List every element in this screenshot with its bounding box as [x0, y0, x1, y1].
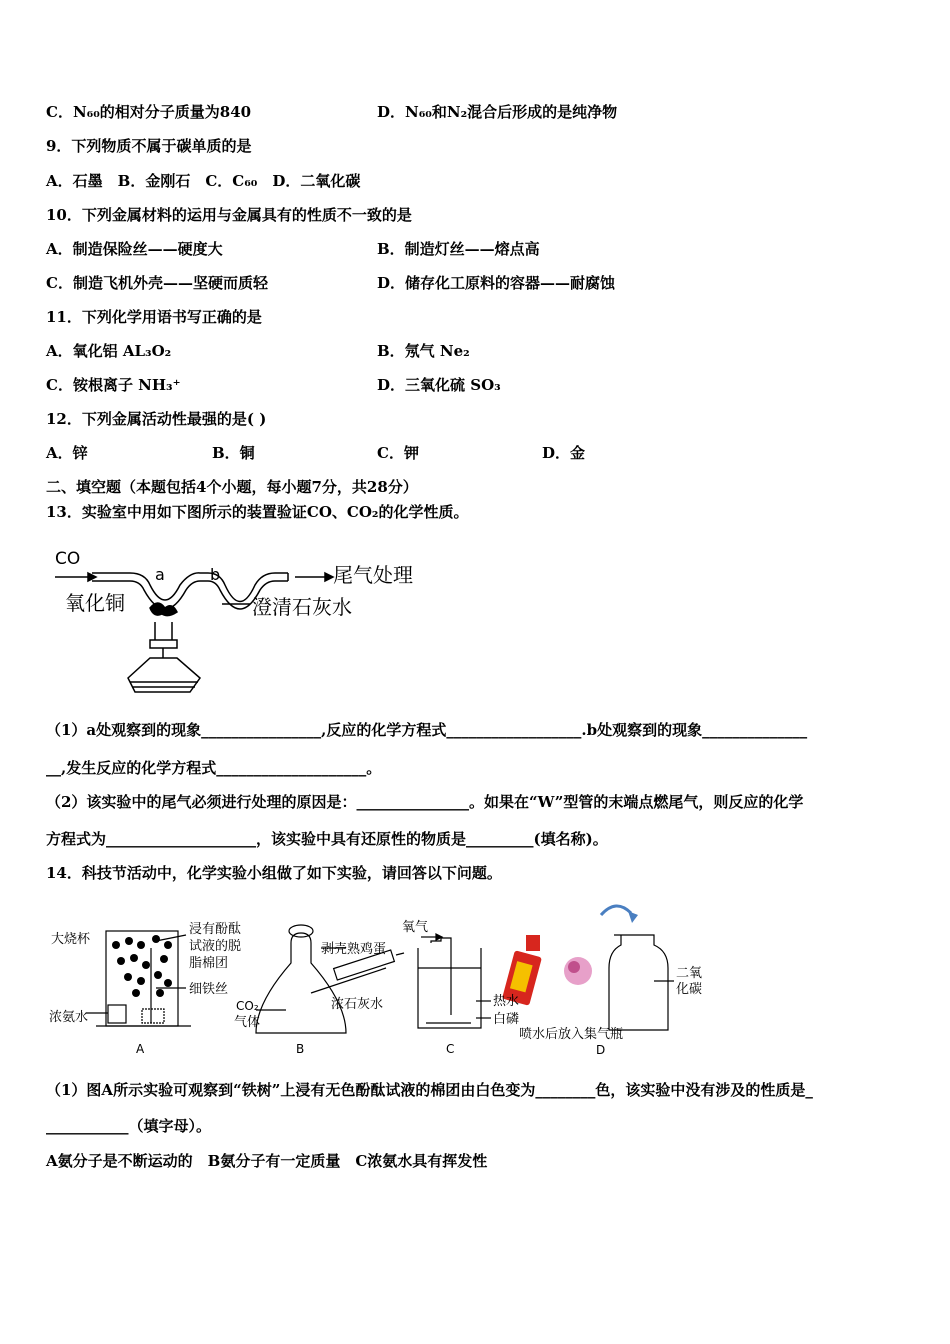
figure-cuo-label: 氧化铜 — [65, 591, 125, 615]
figA-letter: A — [136, 1042, 145, 1056]
q14-experiments-figure — [46, 893, 726, 1063]
q9-stem: 9．下列物质不属于碳单质的是 — [46, 137, 252, 155]
figB-co2-label-1: CO₂ — [236, 999, 259, 1013]
q14-part1-line1: （1）图A所示实验可观察到“铁树”上浸有无色酚酞试液的棉团由白色变为________色，该实验中没有涉及的性质是_ — [46, 1081, 813, 1099]
q14-part1-line2: ___________（填字母）。 — [46, 1117, 212, 1135]
q14-options: A氨分子是不断运动的 B氨分子有一定质量 C浓氨水具有挥发性 — [46, 1152, 488, 1170]
q10-option-b: B．制造灯丝——熔点高 — [377, 240, 540, 258]
q12-option-d: D．金 — [542, 444, 586, 462]
q9-options: A．石墨 B．金刚石 C．C₆₀ D．二氧化碳 — [46, 172, 361, 190]
q11-option-b: B．氖气 Ne₂ — [377, 342, 470, 360]
figA-beaker-label: 大烧杯 — [51, 932, 91, 947]
figC-letter: C — [446, 1042, 455, 1056]
figure-limewater-label: 澄清石灰水 — [252, 595, 352, 619]
q8-option-d: D．N₆₀和N₂混合后形成的是纯净物 — [377, 103, 618, 121]
q13-part1-line1: （1）a处观察到的现象________________,反应的化学方程式__________________.b处观察到的现象______________ — [46, 721, 808, 739]
q10-stem: 10．下列金属材料的运用与金属具有的性质不一致的是 — [46, 206, 412, 224]
figC-hotwater-label: 热水 — [493, 994, 520, 1009]
figD-letter: D — [596, 1043, 606, 1057]
figA-cotton-label-1: 浸有酚酞 — [189, 922, 242, 937]
figB-egg-label: 剥壳熟鸡蛋 — [321, 942, 387, 957]
q11-option-d: D．三氧化硫 SO₃ — [377, 376, 501, 394]
figure-co-label: CO — [55, 549, 81, 569]
figD-co2-label-2: 化碳 — [676, 982, 703, 997]
figure-a-label: a — [155, 565, 165, 584]
figB-letter: B — [296, 1042, 305, 1056]
section-heading: 二、填空题（本题包括4个小题，每小题7分，共28分） — [46, 478, 418, 496]
figD-caption: 喷水后放入集气瓶 — [519, 1027, 624, 1042]
q13-part2-line2: 方程式为____________________，该实验中具有还原性的物质是_________(填名称)。 — [46, 830, 608, 848]
figC-phosphorus-label: 白磷 — [493, 1012, 520, 1027]
q12-option-a: A．锌 — [46, 444, 88, 462]
figC-oxygen-label: 氧气 — [402, 920, 429, 935]
q13-stem: 13．实验室中用如下图所示的装置验证CO、CO₂的化学性质。 — [46, 503, 469, 521]
figA-cotton-label-3: 脂棉团 — [189, 956, 229, 971]
q12-stem: 12．下列金属活动性最强的是( ) — [46, 410, 267, 428]
q13-part1-line2: __,发生反应的化学方程式____________________。 — [46, 759, 382, 777]
q13-part2-line1: （2）该实验中的尾气必须进行处理的原因是：_______________。如果在“W”型管的末端点燃尾气，则反应的化学 — [46, 793, 804, 811]
figA-wire-label: 细铁丝 — [189, 982, 229, 997]
figure-b-label: b — [210, 565, 221, 584]
figD-co2-label-1: 二氧 — [676, 966, 703, 981]
q11-stem: 11．下列化学用语书写正确的是 — [46, 308, 262, 326]
q10-option-a: A．制造保险丝——硬度大 — [46, 240, 223, 258]
figB-lime-label: 浓石灰水 — [331, 997, 384, 1012]
q8-option-c: C．N₆₀的相对分子质量为840 — [46, 103, 252, 121]
q13-apparatus-figure — [50, 540, 450, 700]
figA-cotton-label-2: 试液的脱 — [189, 939, 242, 954]
figA-ammonia-label: 浓氨水 — [49, 1010, 89, 1025]
q14-stem: 14．科技节活动中，化学实验小组做了如下实验，请回答以下问题。 — [46, 864, 502, 882]
q10-option-c: C．制造飞机外壳——坚硬而质轻 — [46, 274, 268, 292]
q10-option-d: D．储存化工原料的容器——耐腐蚀 — [377, 274, 616, 292]
q12-option-b: B．铜 — [212, 444, 255, 462]
figB-co2-label-2: 气体 — [234, 1015, 261, 1030]
q11-option-c: C．铵根离子 NH₃⁺ — [46, 376, 181, 394]
q12-option-c: C．钾 — [377, 444, 419, 462]
figure-tail-label: 尾气处理 — [333, 563, 413, 587]
q11-option-a: A．氧化铝 AL₃O₂ — [46, 342, 172, 360]
